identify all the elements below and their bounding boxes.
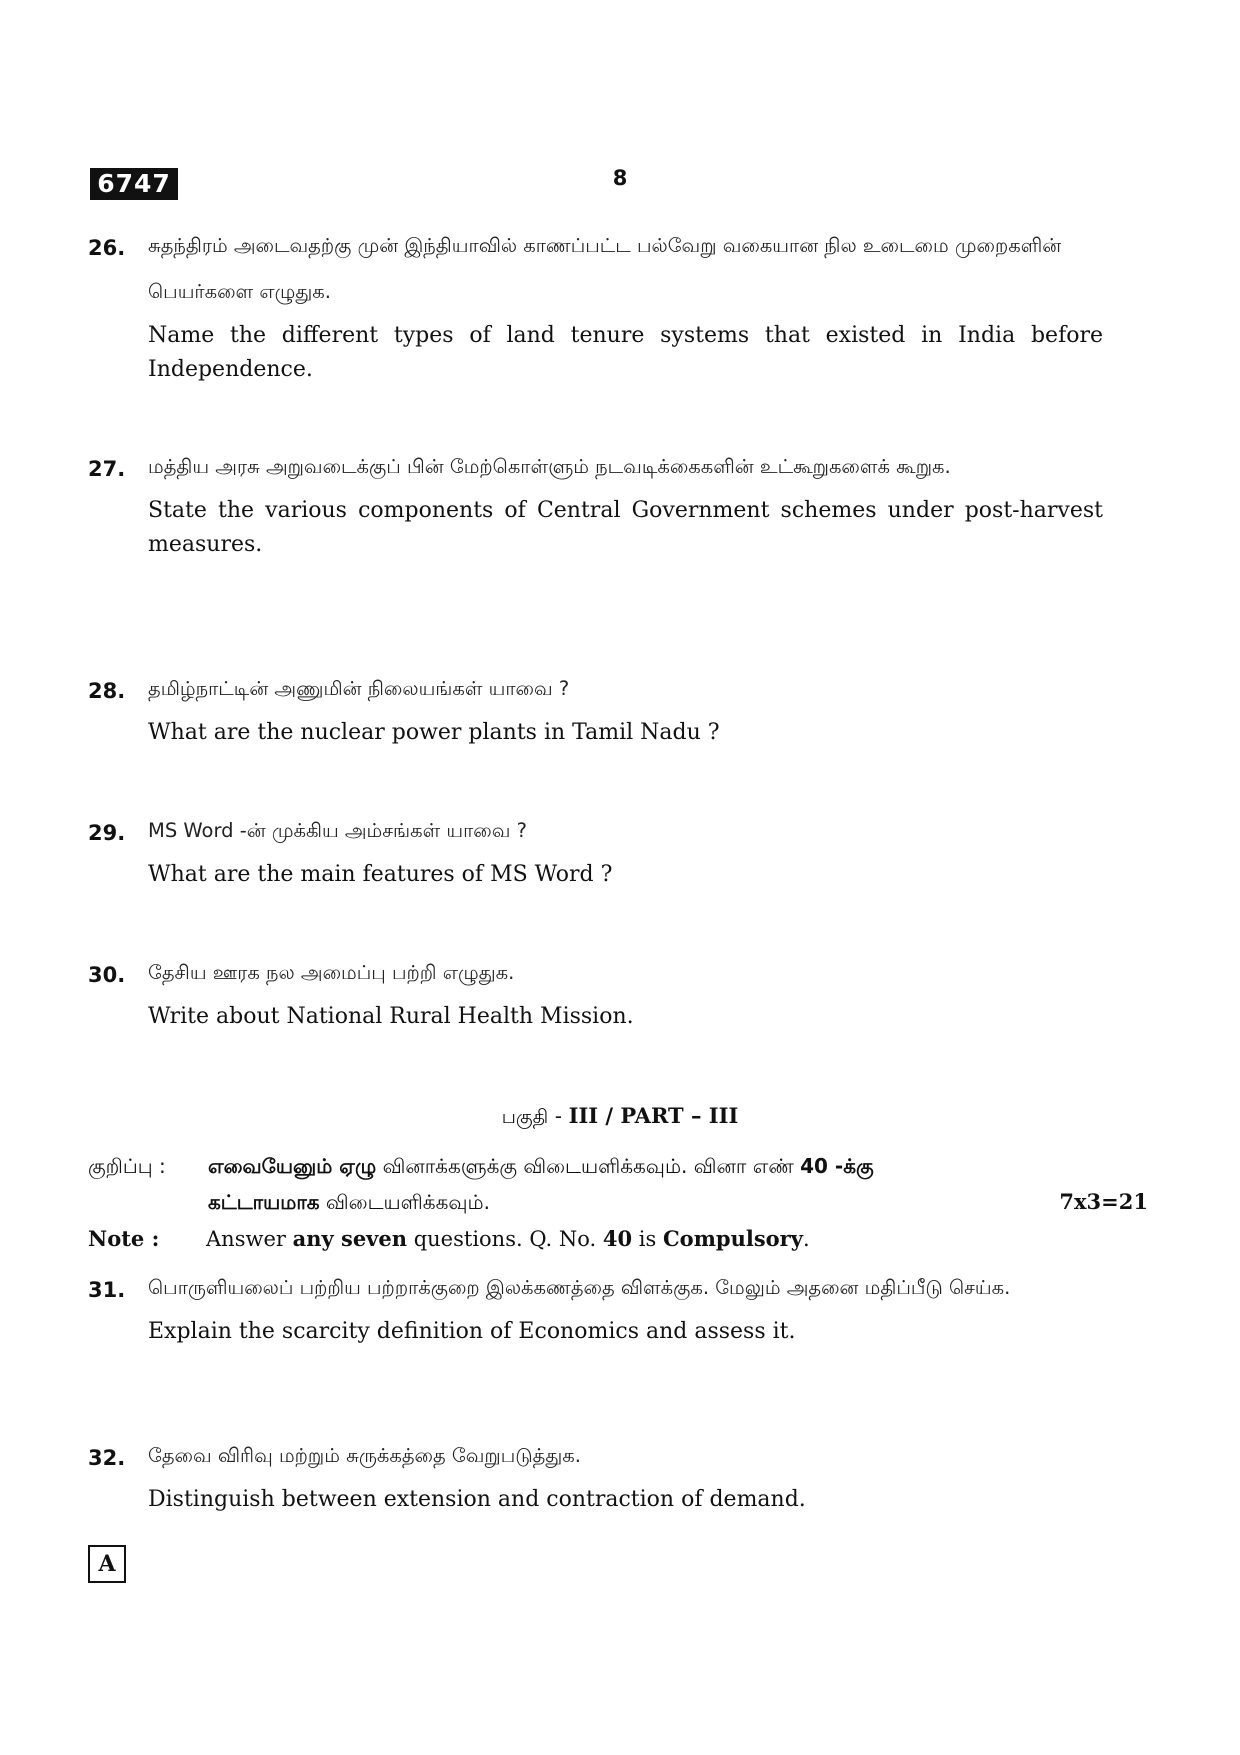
paper-code: 6747 [90, 168, 178, 200]
question-28 [88, 674, 1108, 750]
question-number: 27. [88, 457, 126, 481]
question-text-english: Name the different types of land tenure systems that existed in India before Independence. [148, 323, 1103, 382]
question-text-tamil: MS Word -ன் முக்கிய அம்சங்கள் யாவை ? [148, 819, 527, 842]
question-number: 29. [88, 821, 126, 845]
part-heading: பகுதி - III / PART – III [501, 1103, 739, 1128]
question-text-english: Write about National Rural Health Mission. [148, 1004, 634, 1029]
note-label-tamil: குறிப்பு : [88, 1154, 166, 1178]
question-number: 32. [88, 1446, 126, 1470]
question-text-english: What are the nuclear power plants in Tamil Nadu ? [148, 720, 720, 745]
question-number: 28. [88, 679, 126, 703]
marks-allocation: 7x3=21 [1059, 1189, 1148, 1214]
question-27 [88, 452, 1108, 562]
question-text-tamil: தமிழ்நாட்டின் அணுமின் நிலையங்கள் யாவை ? [148, 677, 570, 700]
question-text-english: State the various components of Central Government schemes under post-harvest measures. [148, 498, 1103, 557]
question-30 [88, 958, 1108, 1034]
note-english: Note : Answer any seven questions. Q. No. 40 is Compulsory. [88, 1222, 1088, 1256]
question-31 [88, 1273, 1108, 1349]
question-26 [88, 231, 1108, 387]
question-29 [88, 816, 1108, 892]
question-text-tamil: தேவை விரிவு மற்றும் சுருக்கத்தை வேறுபடுத்துக. [148, 1444, 581, 1467]
question-text-english: What are the main features of MS Word ? [148, 862, 613, 887]
note-tamil: குறிப்பு : எவையேனும் ஏழு வினாக்களுக்கு விடையளிக்கவும். வினா எண் 40 -க்கு கட்டாயமாக விடையளிக்கவும். 7x3=21 [88, 1148, 1148, 1220]
question-32 [88, 1441, 1108, 1517]
question-text-english: Explain the scarcity definition of Economics and assess it. [148, 1319, 796, 1344]
question-number: 31. [88, 1278, 126, 1302]
page-number: 8 [612, 166, 628, 190]
question-number: 30. [88, 963, 126, 987]
question-text-tamil: தேசிய ஊரக நல அமைப்பு பற்றி எழுதுக. [148, 961, 515, 984]
question-number: 26. [88, 236, 126, 260]
question-text-tamil: சுதந்திரம் அடைவதற்கு முன் இந்தியாவில் காணப்பட்ட பல்வேறு வகையான நில உடைமை முறைகளின் பெயர்களை எழுதுக. [148, 234, 1062, 303]
question-text-english: Distinguish between extension and contraction of demand. [148, 1487, 806, 1512]
question-text-tamil: மத்திய அரசு அறுவடைக்குப் பின் மேற்கொள்ளும் நடவடிக்கைகளின் உட்கூறுகளைக் கூறுக. [148, 455, 951, 478]
question-text-tamil: பொருளியலைப் பற்றிய பற்றாக்குறை இலக்கணத்தை விளக்குக. மேலும் அதனை மதிப்பீடு செய்க. [148, 1276, 1011, 1299]
series-box: A [88, 1545, 126, 1583]
note-label-english: Note : [88, 1226, 160, 1251]
